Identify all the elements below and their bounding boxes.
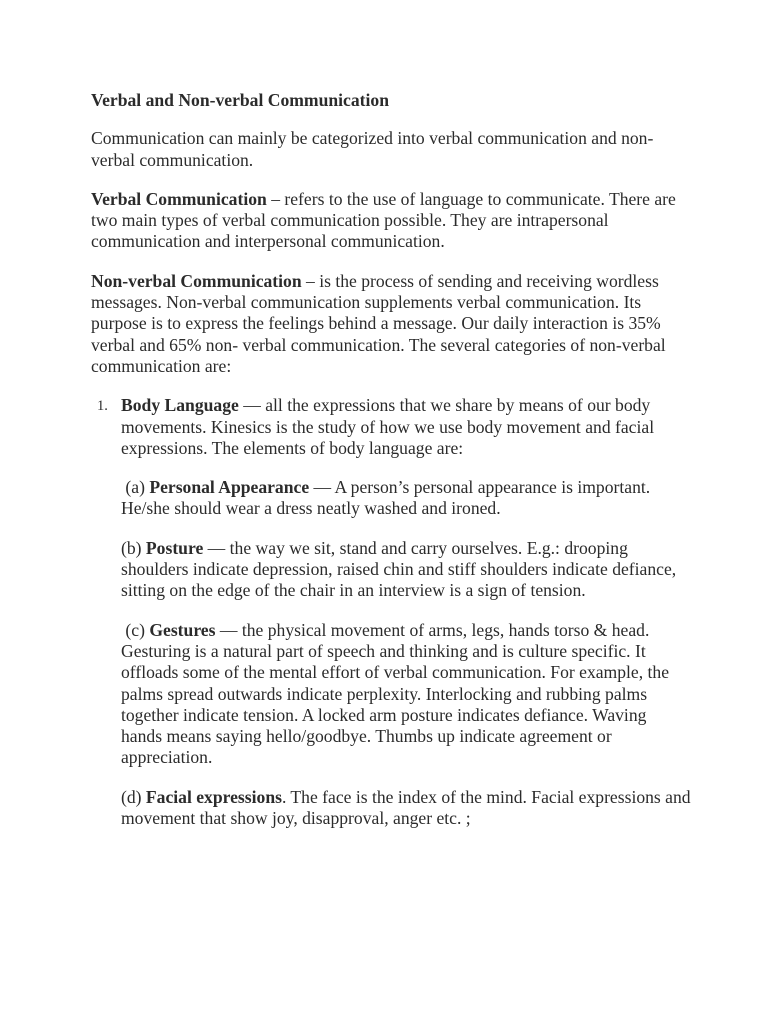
personal-appearance-term: Personal Appearance bbox=[149, 477, 310, 498]
facial-expressions-term: Facial expressions bbox=[145, 786, 282, 807]
gestures-text: — the physical movement of arms, legs, hands torso & head. Gesturing is a natural part of speech and thinking and is culture specific. It offloads some of the mental effort of verbal communication. For example, the palms spread outwards indicate perplexity. Interlocking and rubbing palms together indicate tension. A locked arm posture indicates defiance. Waving hands means saying hello/goodbye. Thumbs up indicate agreement or appreciation. bbox=[121, 619, 670, 768]
facial-expressions-text: . The face is the index of the mind. Facial expressions and movement that show joy, disapproval, anger etc. ; bbox=[121, 786, 691, 829]
list-marker: 1. bbox=[97, 398, 108, 415]
body-language-text: — all the expressions that we share by means of our body movements. Kinesics is the study of how we use body movement and facial expressions. The elements of body language are: bbox=[121, 395, 655, 458]
posture-text: — the way we sit, stand and carry ourselves. E.g.: drooping shoulders indicate depression, raised chin and stiff shoulders indicate defiance, sitting on the edge of the chair in an interview is a sign of tension. bbox=[121, 537, 677, 601]
body-language-term: Body Language bbox=[121, 395, 239, 416]
verbal-communication-term: Verbal Communication bbox=[91, 188, 267, 209]
list-item-body-language bbox=[91, 395, 691, 829]
subitem-prefix: (a) bbox=[121, 477, 150, 498]
personal-appearance-text: — A person’s personal appearance is important. He/she should wear a dress neatly washed and ironed. bbox=[121, 477, 651, 519]
verbal-communication-text: – refers to the use of language to communicate. There are two main types of verbal communication possible. They are intrapersonal communication and interpersonal communication. bbox=[91, 188, 676, 252]
personal-appearance-paragraph bbox=[121, 477, 691, 520]
posture-paragraph bbox=[121, 538, 691, 602]
facial-expressions-paragraph bbox=[121, 787, 691, 830]
subitem-prefix: (b) bbox=[121, 537, 146, 558]
document-title: Verbal and Non-verbal Communication bbox=[91, 90, 389, 110]
gestures-term: Gestures bbox=[149, 619, 216, 640]
verbal-communication-paragraph bbox=[91, 189, 691, 253]
subitem-prefix: (d) bbox=[121, 786, 146, 807]
nonverbal-communication-text: – is the process of sending and receiving wordless messages. Non-verbal communication supplements verbal communication. Its purpose is to express the feelings behind a message. Our daily interaction is 35% verbal and 65% non- verbal communication. The several categories of non-verbal communication are: bbox=[91, 270, 666, 376]
intro-paragraph: Communication can mainly be categorized into verbal communication and non-verbal communication. bbox=[91, 128, 654, 170]
body-language-paragraph bbox=[121, 395, 691, 459]
subitem-prefix: (c) bbox=[121, 619, 150, 640]
posture-term: Posture bbox=[145, 537, 204, 558]
nonverbal-communication-paragraph bbox=[91, 271, 691, 377]
nonverbal-communication-term: Non-verbal Communication bbox=[91, 270, 302, 291]
document-content bbox=[91, 90, 691, 847]
nonverbal-categories-list bbox=[91, 395, 691, 829]
gestures-paragraph bbox=[121, 620, 691, 769]
